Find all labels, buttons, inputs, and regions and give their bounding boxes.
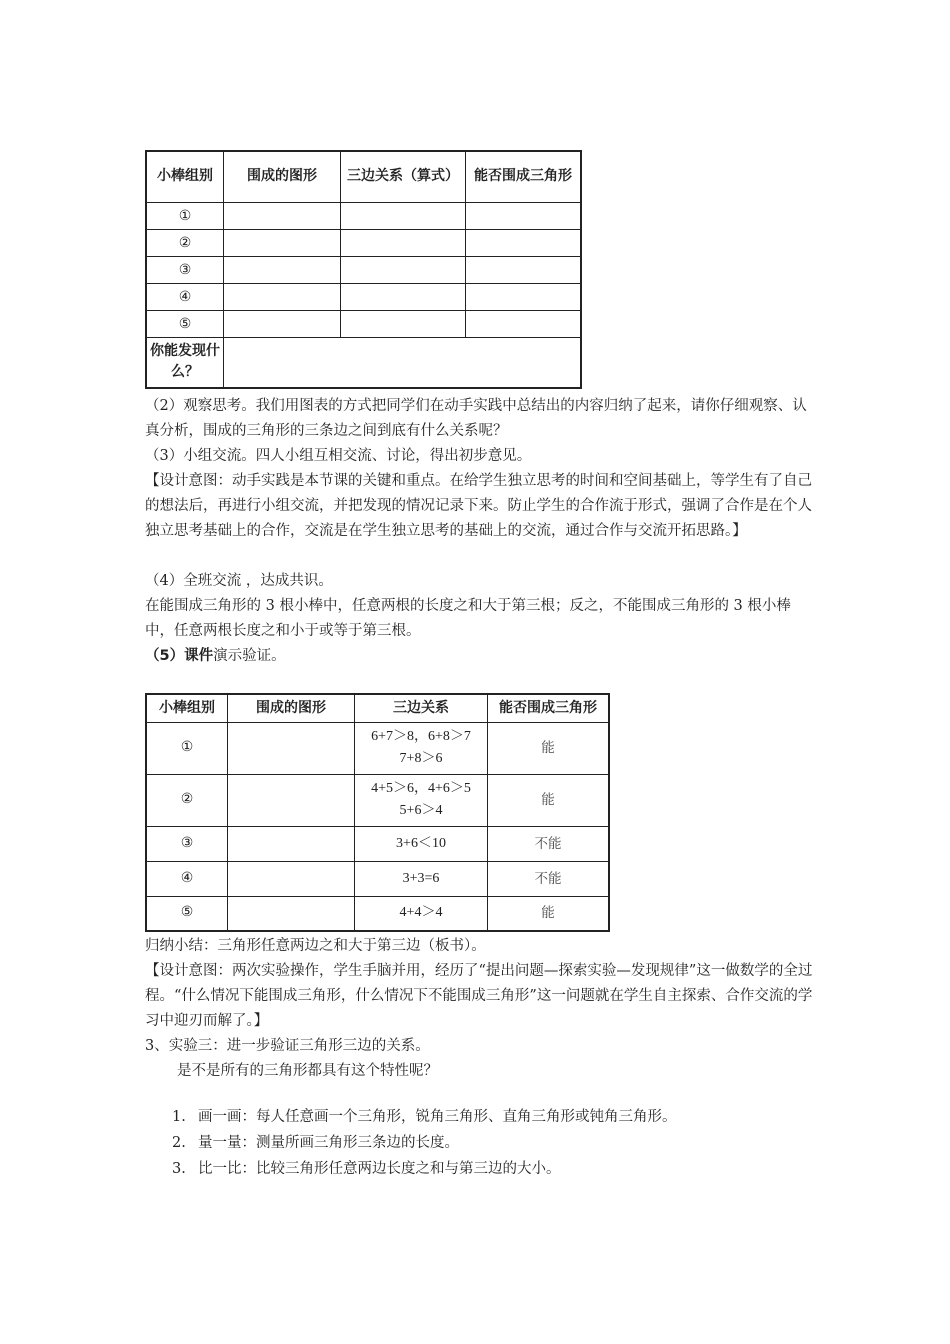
table-row <box>146 310 581 337</box>
table-row <box>146 861 609 896</box>
col-header-shape: 围成的图形 <box>224 151 341 202</box>
experiment-3-title: 3、实验三：进一步验证三角形三边的关系。 <box>145 1038 430 1054</box>
experiment-3-question: 是不是所有的三角形都具有这个特性呢？ <box>177 1063 438 1079</box>
group-cell: ① <box>146 202 224 229</box>
answer-cell: 能 <box>488 896 610 931</box>
table-row <box>146 896 609 931</box>
answer-cell: 能 <box>488 774 610 826</box>
paragraph-class-discussion: （4）全班交流 ，达成共识。 <box>145 573 333 589</box>
paragraph-demo <box>145 644 815 669</box>
col-header-shape: 围成的图形 <box>228 694 355 722</box>
table-row <box>146 256 581 283</box>
answer-cell: 能 <box>488 722 610 774</box>
list-item: 2. 量一量：测量所画三角形三条边的长度。 <box>172 1135 459 1151</box>
group-cell: ② <box>146 774 228 826</box>
table-row <box>146 202 581 229</box>
verification-table <box>145 693 610 932</box>
discovery-label: 你能发现什么？ <box>146 337 224 388</box>
group-cell: ② <box>146 229 224 256</box>
col-header-group: 小棒组别 <box>146 694 228 722</box>
table-row <box>146 826 609 861</box>
observation-table <box>145 150 582 389</box>
table-row <box>146 229 581 256</box>
group-cell: ④ <box>146 283 224 310</box>
group-cell: ⑤ <box>146 310 224 337</box>
answer-cell: 不能 <box>488 861 610 896</box>
table-row <box>146 337 581 388</box>
paragraph-group-discussion: （3）小组交流。四人小组互相交流、讨论，得出初步意见。 <box>145 448 532 464</box>
demo-text: 演示验证。 <box>213 648 286 664</box>
group-cell: ③ <box>146 826 228 861</box>
relation-cell: 3+6＜10 <box>355 826 488 861</box>
relation-cell: 4+5＞6，4+6＞5 5+6＞4 <box>355 774 488 826</box>
table-row <box>146 774 609 826</box>
col-header-group: 小棒组别 <box>146 151 224 202</box>
table-row <box>146 722 609 774</box>
relation-cell: 4+4＞4 <box>355 896 488 931</box>
list-item: 1. 画一画：每人任意画一个三角形，锐角三角形、直角三角形或钝角三角形。 <box>172 1109 677 1125</box>
answer-cell: 不能 <box>488 826 610 861</box>
col-header-can-form: 能否围成三角形 <box>466 151 582 202</box>
paragraph-summary: 归纳小结：三角形任意两边之和大于第三边（板书）。 <box>145 938 486 954</box>
paragraph-observe: （2）观察思考。我们用图表的方式把同学们在动手实践中总结出的内容归纳了起来，请你仔细观察、认真分析，围成的三角形的三条边之间到底有什么关系呢？ <box>145 398 807 439</box>
discovery-answer-cell <box>224 337 582 388</box>
col-header-relation: 三边关系（算式） <box>341 151 466 202</box>
relation-cell: 6+7＞8，6+8＞7 7+8＞6 <box>355 722 488 774</box>
design-intent-2: 【设计意图：两次实验操作，学生手脑并用，经历了“提出问题—探索实验—发现规律”这一做数学的全过程。“什么情况下能围成三角形，什么情况下不能围成三角形”这一问题就在学生自主探索、合作交流的学习中迎刃而解了。】 <box>145 963 813 1029</box>
demo-label: （5）课件 <box>145 648 214 664</box>
table-row <box>146 283 581 310</box>
col-header-relation: 三边关系 <box>355 694 488 722</box>
group-cell: ① <box>146 722 228 774</box>
group-cell: ⑤ <box>146 896 228 931</box>
paragraph-conclusion: 在能围成三角形的 3 根小棒中，任意两根的长度之和大于第三根；反之，不能围成三角形的 3 根小棒中，任意两根长度之和小于或等于第三根。 <box>145 598 791 639</box>
relation-cell: 3+3=6 <box>355 861 488 896</box>
list-item: 3. 比一比：比较三角形任意两边长度之和与第三边的大小。 <box>172 1161 561 1177</box>
design-intent-1: 【设计意图：动手实践是本节课的关键和重点。在给学生独立思考的时间和空间基础上，等学生有了自己的想法后，再进行小组交流，并把发现的情况记录下来。防止学生的合作流于形式，强调了合作是在个人独立思考基础上的合作，交流是在学生独立思考的基础上的交流，通过合作与交流开拓思路。】 <box>145 473 812 539</box>
group-cell: ③ <box>146 256 224 283</box>
group-cell: ④ <box>146 861 228 896</box>
col-header-can-form: 能否围成三角形 <box>488 694 610 722</box>
